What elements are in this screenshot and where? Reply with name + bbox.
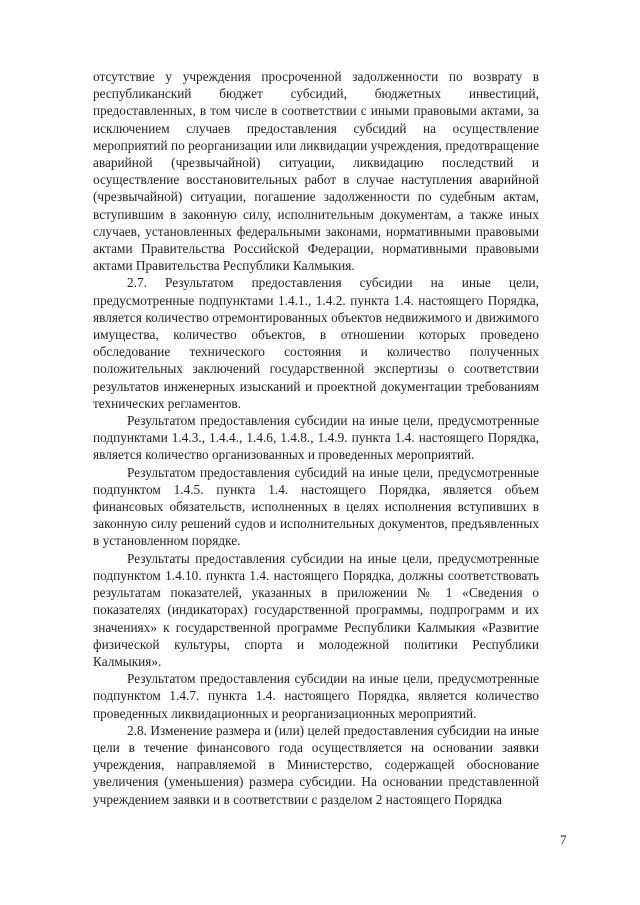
paragraph-2-7: 2.7. Результатом предоставления субсидии на иные цели, предусмотренные подпунктами 1.4.1., 1.4.2. пункта 1.4. настоящего Порядка, является количество отремонтированных объектов недвижимого и движимого имущества, количество объектов, в отношении которых проведено обследование технического состояния и количество полученных положительных заключений государственной экспертизы о соответствии результатов инженерных изысканий и проектной документации требованиям технических регламентов.: [93, 275, 539, 411]
paragraph-continuation: отсутствие у учреждения просроченной задолженности по возврату в республиканский бюджет субсидий, бюджетных инвестиций, предоставленных, в том числе в соответствии с иными правовыми актами, за исключением случаев предоставления субсидий на осуществление мероприятий по реорганизации или ликвидации учреждения, предотвращение аварийной (чрезвычайной) ситуации, ликвидацию последствий и осуществление восстановительных работ в случае наступления аварийной (чрезвычайной) ситуации, погашение задолженности по судебным актам, вступившим в законную силу, исполнительным документам, а также иных случаев, установленных федеральными законами, нормативными правовыми актами Правительства Российской Федерации, нормативными правовыми актами Правительства Республики Калмыкия.: [93, 69, 539, 274]
paragraph-result-obligations: Результатом предоставления субсидий на иные цели, предусмотренные подпунктом 1.4.5. пункта 1.4. настоящего Порядка, является объем финансовых обязательств, исполненных в целях исполнения вступивших в законную силу решений судов и исполнительных документов, предъявленных в установленном порядке.: [93, 464, 539, 549]
paragraph-result-events: Результатом предоставления субсидии на иные цели, предусмотренные подпунктами 1.4.3., 1.4.4., 1.4.6, 1.4.8., 1.4.9. пункта 1.4. настоящего Порядка, является количество организованных и проведенных мероприятий.: [93, 413, 539, 463]
paragraph-result-indicators: Результаты предоставления субсидии на иные цели, предусмотренные подпунктом 1.4.10. пункта 1.4. настоящего Порядка, должны соответствовать результатам показателей, указанных в приложении № 1 «Сведения о показателях (индикаторах) государственной программы, подпрограмм и их значениях» к государственной программе Республики Калмыкия «Развитие физической культуры, спорта и молодежной политики Республики Калмыкия».: [93, 550, 539, 669]
paragraph-2-8: 2.8. Изменение размера и (или) целей предоставления субсидии на иные цели в течение финансового года осуществляется на основании заявки учреждения, направляемой в Министерство, содержащей обоснование увеличения (уменьшения) размера субсидии. На основании представленной учреждением заявки и в соответствии с разделом 2 настоящего Порядка: [93, 722, 539, 807]
page-number: 7: [560, 832, 567, 847]
document-body: [93, 68, 539, 808]
paragraph-result-liquidation: Результатом предоставления субсидии на иные цели, предусмотренные подпунктом 1.4.7. пункта 1.4. настоящего Порядка, является количество проведенных ликвидационных и реорганизационных мероприятий.: [93, 671, 539, 721]
